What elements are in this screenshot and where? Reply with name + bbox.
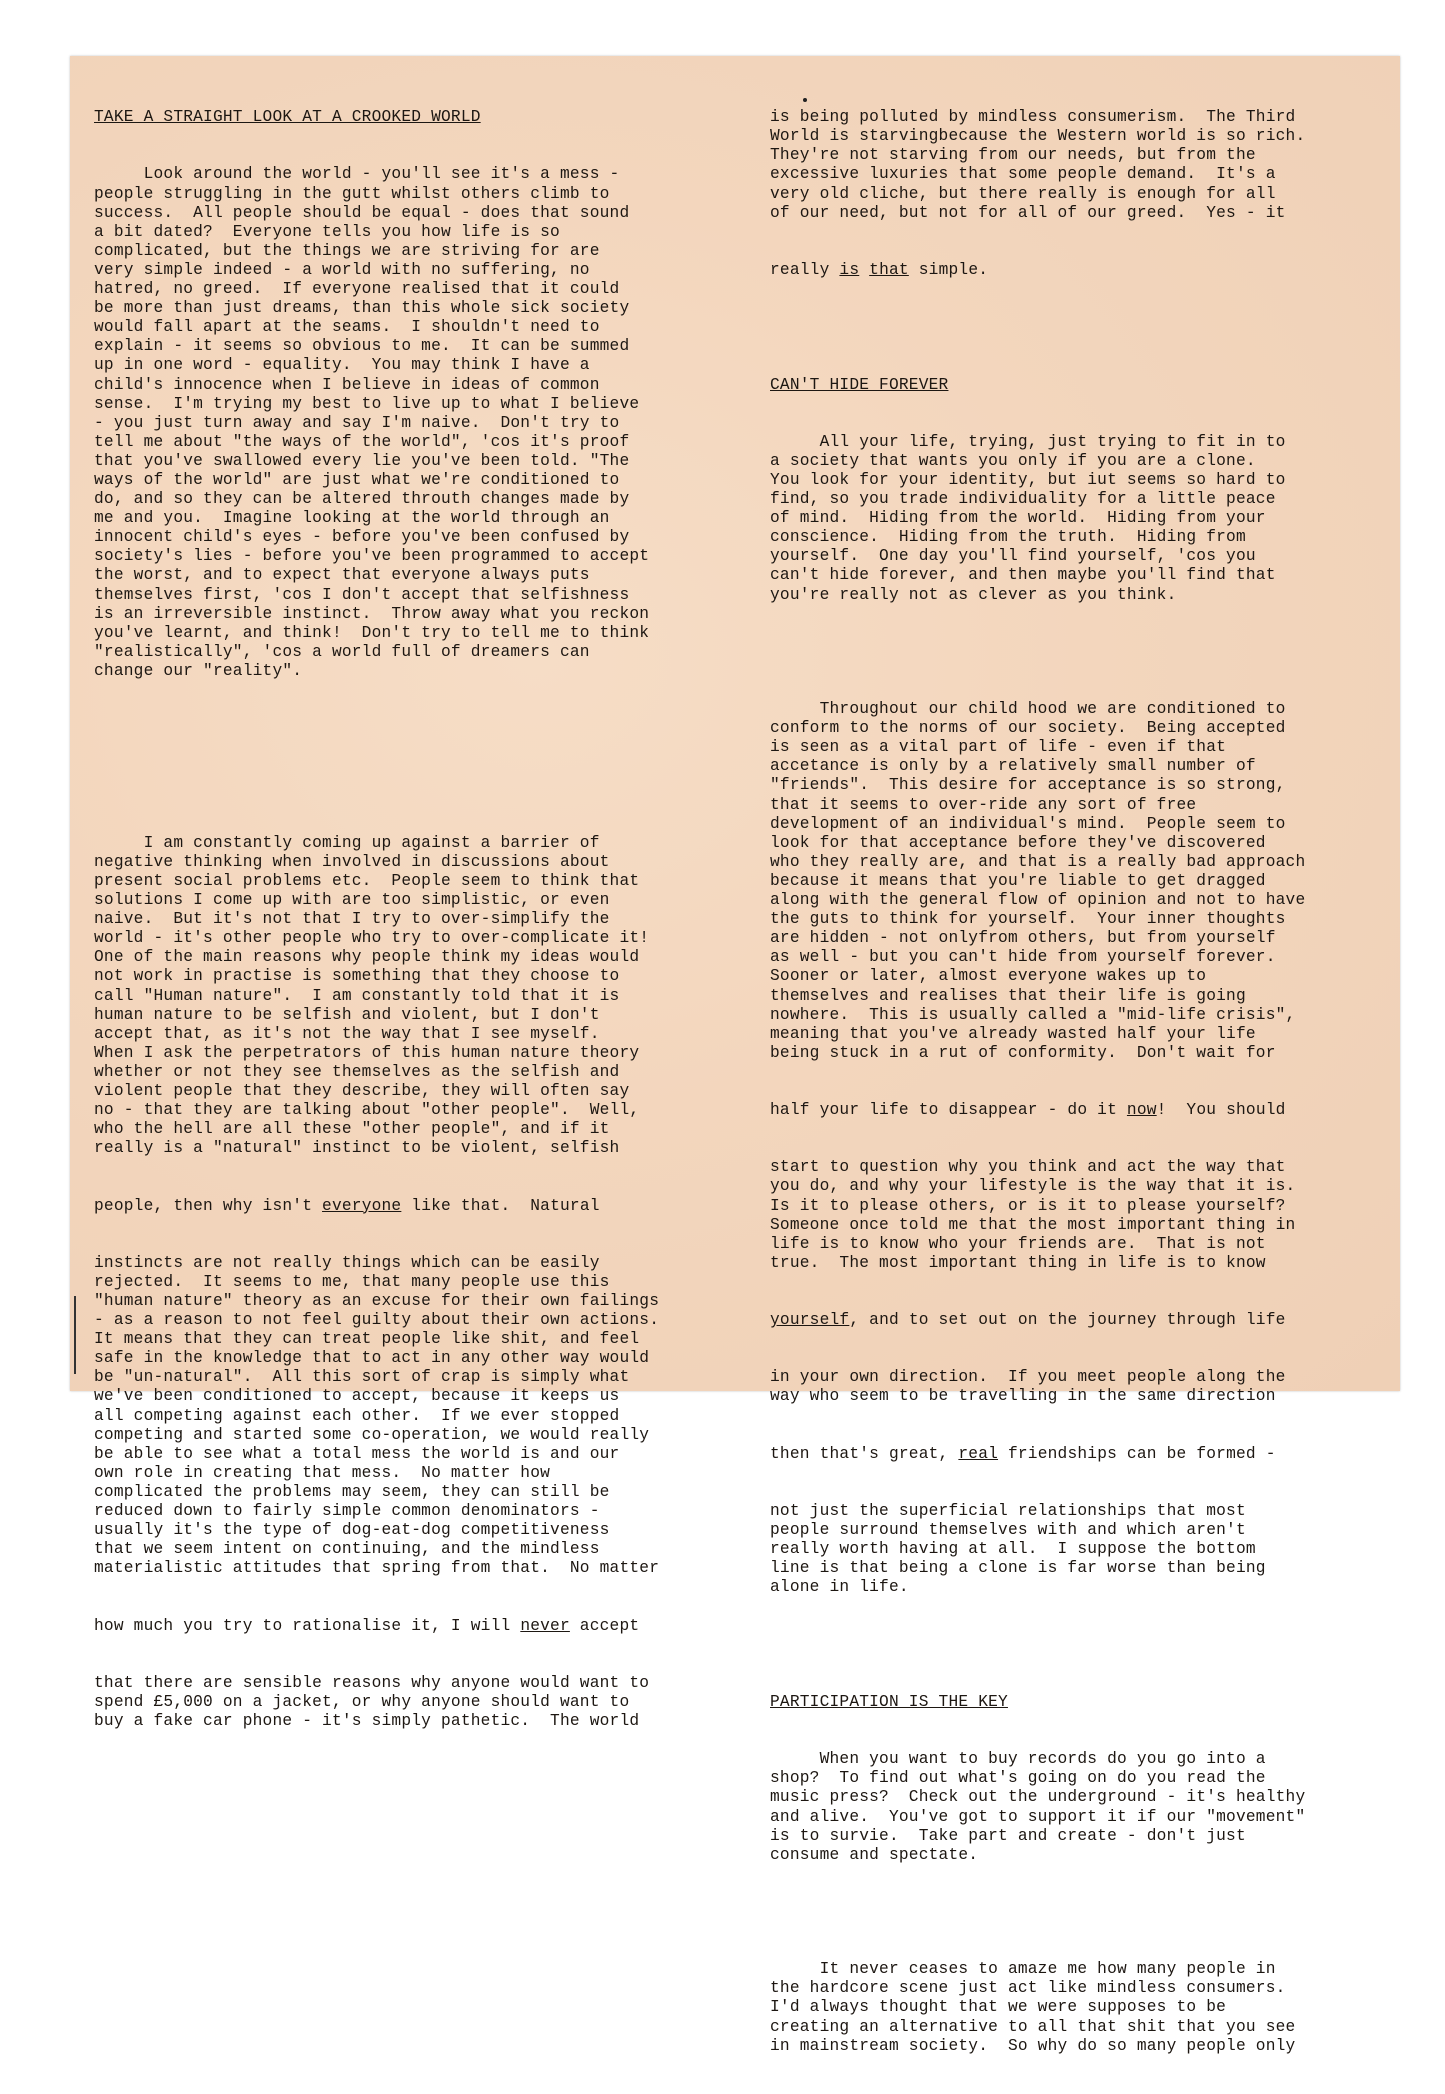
text-line: usually it's the type of dog-eat-dog competitiveness [94, 1521, 610, 1540]
text-line: call "Human nature". I am constantly told that it is [94, 986, 620, 1005]
text-line: buy a fake car phone - it's simply pathetic. The world [94, 1712, 640, 1731]
text-line: music press? Check out the underground - it's healthy [770, 1788, 1306, 1807]
left-column [94, 70, 744, 1769]
cant-hide-para2-a [770, 700, 1400, 1063]
text-line: look for that acceptance before they've discovered [770, 833, 1266, 852]
text-line: conscience. Hiding from the truth. Hiding from [770, 528, 1246, 547]
underlined-word: everyone [322, 1196, 402, 1215]
participation-para2 [770, 1960, 1400, 2055]
text-line: line is that being a clone is far worse than being [770, 1559, 1266, 1578]
text-line: then that's great, real friendships can be formed - [770, 1444, 1276, 1463]
text-line: would fall apart at the seams. I shouldn't need to [94, 318, 600, 337]
text-line: instincts are not really things which can be easily [94, 1253, 600, 1272]
text-line: me and you. Imagine looking at the world through an [94, 509, 610, 528]
section-heading-participation: PARTICIPATION IS THE KEY [770, 1692, 1008, 1711]
underlined-word: is [839, 260, 860, 279]
text-line: very old cliche, but there really is enough for all [770, 184, 1276, 203]
text-line: yourself. One day you'll find yourself, 'cos you [770, 547, 1256, 566]
section-crooked-world-body [94, 165, 744, 681]
cant-hide-para2-d [770, 1502, 1400, 1597]
text-line: Look around the world - you'll see it's a mess - [94, 165, 620, 184]
cant-hide-para2-b [770, 1158, 1400, 1273]
text-line: being stuck in a rut of conformity. Don't wait for [770, 1043, 1276, 1062]
text-line: that there are sensible reasons why anyone would want to [94, 1673, 650, 1692]
text-line: that it seems to over-ride any sort of free [770, 795, 1197, 814]
text-line: "human nature" theory as an excuse for their own failings [94, 1292, 660, 1310]
text-line: When you want to buy records do you go into a [770, 1750, 1266, 1769]
text-line: success. All people should be equal - does that sound [94, 203, 630, 222]
continuation-body [770, 108, 1400, 223]
text-line: naive. But it's not that I try to over-simplify the [94, 910, 610, 929]
text-line: you do, and why your lifestyle is the way that it is. [770, 1177, 1296, 1196]
text-line: I'd always thought that we were supposes to be [770, 1998, 1227, 2017]
text-line: themselves first, 'cos I don't accept that selfishness [94, 585, 630, 604]
text-line: all competing against each other. If we ever stopped [94, 1406, 620, 1425]
text-line: spend £5,000 on a jacket, or why anyone should want to [94, 1692, 630, 1711]
text-line: development of an individual's mind. People seem to [770, 814, 1286, 833]
text-line: innocent child's eyes - before you've been confused by [94, 528, 630, 547]
text-line: who the hell are all these "other people", and if it [94, 1120, 610, 1139]
text-line: is an irreversible instinct. Throw away what you reckon [94, 604, 650, 623]
text-line: be able to see what a total mess the world is and our [94, 1444, 620, 1463]
text-line: - you just turn away and say I'm naive. Don't try to [94, 413, 620, 432]
text-line: shop? To find out what's going on do you read the [770, 1769, 1266, 1788]
underlined-word: that [869, 260, 909, 279]
text-line: half your life to disappear - do it now! You should [770, 1101, 1286, 1120]
text-line: rejected. It seems to me, that many people use this [94, 1272, 610, 1291]
text-line: a bit dated? Everyone tells you how life is so [94, 222, 560, 241]
text-line: a society that wants you only if you are a clone. [770, 451, 1256, 470]
text-line: hatred, no greed. If everyone realised that it could [94, 280, 620, 299]
text-line: really worth having at all. I suppose the bottom [770, 1540, 1256, 1559]
text-line: own role in creating that mess. No matter how [94, 1463, 551, 1482]
text-line: in mainstream society. So why do so many people only [770, 2036, 1296, 2055]
cant-hide-para1 [770, 433, 1400, 605]
text-line: whether or not they see themselves as the selfish and [94, 1062, 620, 1081]
text-line: people surround themselves with and which aren't [770, 1521, 1246, 1540]
text-line: along with the general flow of opinion and not to have [770, 891, 1306, 910]
text-line: that you've swallowed every lie you've been told. "The [94, 451, 630, 470]
text-line: is to survie. Take part and create - don't just [770, 1826, 1246, 1845]
right-column [770, 70, 1400, 2094]
text-line: negative thinking when involved in discussions about [94, 852, 610, 871]
text-line: people struggling in the gutt whilst others climb to [94, 184, 610, 203]
text-line: up in one word - equality. You may think I have a [94, 356, 590, 375]
underlined-word: yourself [770, 1311, 850, 1330]
text-line: child's innocence when I believe in ideas of common [94, 375, 600, 394]
text-line: we've been conditioned to accept, because it keeps us [94, 1387, 620, 1406]
text-line: not work in practise is something that they choose to [94, 967, 620, 986]
participation-para1 [770, 1750, 1400, 1865]
text-line: alone in life. [770, 1578, 909, 1597]
text-line: sense. I'm trying my best to live up to what I believe [94, 394, 640, 413]
text-line: solutions I come up with are too simplistic, or even [94, 891, 610, 910]
text-line: "realistically", 'cos a world full of dreamers can [94, 642, 590, 661]
text-line: find, so you trade individuality for a little peace [770, 490, 1276, 509]
text-line: who they really are, and that is a really bad approach [770, 852, 1306, 871]
text-line: materialistic attitudes that spring from that. No matter [94, 1559, 660, 1578]
text-line: safe in the knowledge that to act in any other way would [94, 1349, 650, 1368]
text-line: not just the superficial relationships that most [770, 1502, 1246, 1521]
underlined-word: now [1126, 1101, 1157, 1120]
text-line: I am constantly coming up against a barrier of [94, 833, 600, 852]
text-line: that we seem intent on continuing, and the mindless [94, 1540, 600, 1559]
text-line: of mind. Hiding from the world. Hiding from your [770, 509, 1266, 528]
text-line: society's lies - before you've been programmed to accept [94, 547, 650, 566]
text-line: All your life, trying, just trying to fit in to [770, 432, 1286, 451]
text-line: very simple indeed - a world with no suffering, no [94, 260, 590, 279]
text-line: how much you try to rationalise it, I will never accept [94, 1616, 640, 1635]
section-human-nature-body-a [94, 834, 744, 1159]
text-line: people, then why isn't everyone like that. Natural [94, 1196, 600, 1215]
text-line: and alive. You've got to support it if our "movement" [770, 1807, 1306, 1826]
text-line: really is that simple. [770, 260, 989, 279]
text-line: is being polluted by mindless consumerism. The Third [770, 108, 1296, 127]
text-line: It never ceases to amaze me how many people in [770, 1960, 1276, 1979]
text-line: the worst, and to expect that everyone always puts [94, 566, 590, 585]
text-line: reduced down to fairly simple common denominators - [94, 1502, 600, 1521]
text-line: conform to the norms of our society. Being accepted [770, 719, 1286, 738]
text-line: nowhere. This is usually called a "mid-life crisis", [770, 1005, 1296, 1024]
text-line: - as a reason to not feel guilty about their own actions. [94, 1311, 660, 1330]
text-line: life is to know who your friends are. That is not [770, 1234, 1266, 1253]
underlined-word: real [958, 1444, 999, 1463]
text-line: "friends". This desire for acceptance is so strong, [770, 776, 1286, 795]
text-line: tell me about "the ways of the world", 'cos it's proof [94, 432, 630, 451]
text-line: complicated, but the things we are striving for are [94, 241, 600, 260]
text-line: change our "reality". [94, 661, 303, 680]
text-line: be more than just dreams, than this whole sick society [94, 299, 630, 318]
text-line: really is a "natural" instinct to be violent, selfish [94, 1139, 620, 1158]
text-line: You look for your identity, but iut seems so hard to [770, 470, 1286, 489]
text-line: complicated the problems may seem, they can still be [94, 1482, 610, 1501]
text-line: way who seem to be travelling in the same direction [770, 1387, 1276, 1406]
text-line: human nature to be selfish and violent, but I don't [94, 1005, 600, 1024]
text-line: Throughout our child hood we are conditioned to [770, 700, 1286, 719]
section-human-nature-body-b [94, 1254, 744, 1579]
text-line: be "un-natural". All this sort of crap is simply what [94, 1368, 630, 1387]
text-line: When I ask the perpetrators of this human nature theory [94, 1043, 640, 1062]
text-line: the hardcore scene just act like mindless consumers. [770, 1979, 1286, 1998]
text-line: competing and started some co-operation, we would really [94, 1425, 650, 1444]
text-line: explain - it seems so obvious to me. It can be summed [94, 337, 630, 356]
zine-page [70, 56, 1400, 2055]
underlined-word: never [520, 1616, 570, 1635]
section-heading-cant-hide-forever: CAN'T HIDE FOREVER [770, 375, 949, 394]
text-line: creating an alternative to all that shit that you see [770, 2017, 1296, 2036]
text-line: Is it to please others, or is it to please yourself? [770, 1196, 1286, 1215]
text-line: accetance is only by a relatively small number of [770, 757, 1256, 776]
text-line: Sooner or later, almost everyone wakes up to [770, 967, 1207, 986]
text-line: of our need, but not for all of our greed. Yes - it [770, 203, 1286, 222]
text-line: you're really not as clever as you think. [770, 585, 1177, 604]
cant-hide-para2-c [770, 1368, 1400, 1406]
text-line: World is starvingbecause the Western world is so rich. [770, 127, 1306, 146]
text-line: as well - but you can't hide from yourself forever. [770, 948, 1276, 967]
text-line: present social problems etc. People seem to think that [94, 871, 640, 890]
text-line: It means that they can treat people like shit, and feel [94, 1330, 640, 1349]
text-line: excessive luxuries that some people demand. It's a [770, 165, 1276, 184]
text-line: One of the main reasons why people think my ideas would [94, 948, 640, 967]
text-line: you've learnt, and think! Don't try to tell me to think [94, 623, 650, 642]
text-line: accept that, as it's not the way that I see myself. [94, 1024, 600, 1043]
margin-mark [74, 1296, 76, 1374]
text-line: do, and so they can be altered throuth changes made by [94, 490, 630, 509]
text-line: consume and spectate. [770, 1845, 979, 1864]
text-line: yourself, and to set out on the journey through life [770, 1311, 1286, 1330]
text-line: start to question why you think and act the way that [770, 1158, 1286, 1177]
text-line: in your own direction. If you meet people along the [770, 1368, 1286, 1387]
text-line: because it means that you're liable to get dragged [770, 871, 1266, 890]
text-line: is seen as a vital part of life - even if that [770, 738, 1227, 757]
text-line: are hidden - not onlyfrom others, but from yourself [770, 929, 1276, 948]
section-human-nature-body-c [94, 1674, 744, 1731]
text-line: ways of the world" are just what we're conditioned to [94, 470, 620, 489]
text-line: world - it's other people who try to over-complicate it! [94, 929, 650, 948]
section-heading-crooked-world: TAKE A STRAIGHT LOOK AT A CROOKED WORLD [94, 108, 481, 127]
text-line: violent people that they describe, they will often say [94, 1081, 630, 1100]
text-line: can't hide forever, and then maybe you'll find that [770, 566, 1276, 585]
text-line: meaning that you've already wasted half your life [770, 1024, 1256, 1043]
text-line: Someone once told me that the most important thing in [770, 1215, 1296, 1234]
text-line: true. The most important thing in life is to know [770, 1253, 1266, 1272]
text-line: no - that they are talking about "other people". Well, [94, 1101, 640, 1120]
text-line: themselves and realises that their life is going [770, 986, 1246, 1005]
text-line: They're not starving from our needs, but from the [770, 146, 1256, 165]
text-line: the guts to think for yourself. Your inner thoughts [770, 910, 1286, 929]
